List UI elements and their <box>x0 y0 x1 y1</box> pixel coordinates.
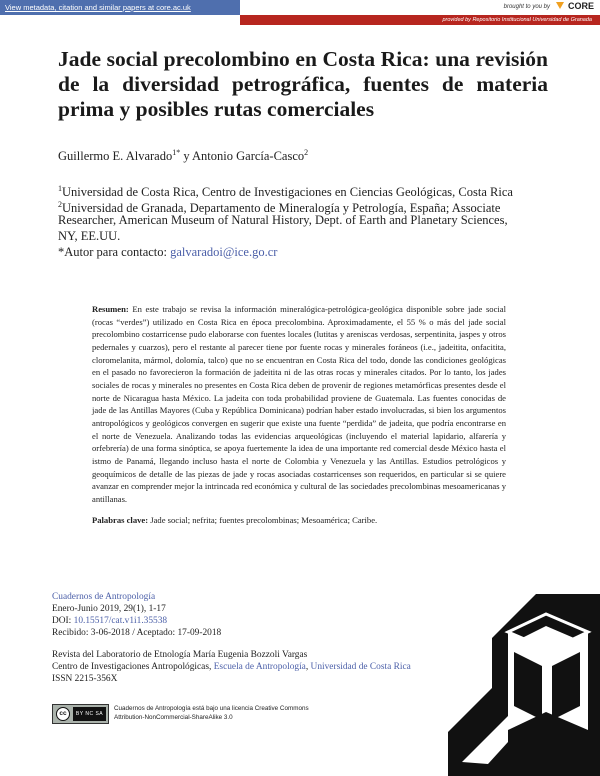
publisher-line-2 <box>52 661 411 674</box>
keywords-label: Palabras clave: <box>92 515 149 525</box>
abstract-label: Resumen: <box>92 304 129 314</box>
doi-label: DOI: <box>52 616 74 626</box>
school-link[interactable]: Escuela de Antropología <box>213 662 306 672</box>
license-line-2: Attribution-NonCommercial-ShareAlike 3.0 <box>114 714 233 721</box>
cc-icon: cc <box>56 707 70 721</box>
license-text <box>114 704 309 722</box>
article-title: Jade social precolombino en Costa Rica: una revisión de la diversidad petrográfica, fuentes de materia prima y posibles rutas comerciales <box>58 47 548 121</box>
keywords-text: Jade social; nefrita; fuentes precolombinas; Mesoamérica; Caribe. <box>148 515 378 525</box>
doi-link[interactable]: 10.15517/cat.v1i1.35538 <box>73 616 168 626</box>
affiliation-1-number: 1 <box>58 184 62 193</box>
journal-dates: Recibido: 3-06-2018 / Aceptado: 17-09-2018 <box>52 628 222 638</box>
author-2: Antonio García-Casco <box>192 149 305 164</box>
core-logo-label: CORE <box>567 1 594 11</box>
author-joiner: y <box>180 149 193 164</box>
author-line <box>58 148 308 164</box>
core-logo[interactable] <box>555 1 594 11</box>
author-1: Guillermo E. Alvarado <box>58 149 173 164</box>
affiliation-2-line-2: Researcher, American Museum of Natural History, Dept. of Earth and Planetary Sciences, <box>58 213 508 227</box>
journal-issn: ISSN 2215-356X <box>52 674 118 684</box>
author-2-marks: 2 <box>304 148 309 157</box>
affiliation-1-text: Universidad de Costa Rica, Centro de Investigaciones en Ciencias Geológicas, Costa Rica <box>62 185 513 200</box>
core-metadata-link[interactable]: View metadata, citation and similar papers at core.ac.uk <box>0 0 240 15</box>
journal-name-link[interactable]: Cuadernos de Antropología <box>52 592 156 602</box>
core-logo-icon <box>555 1 565 10</box>
contact-label: *Autor para contacto: <box>58 245 171 259</box>
affiliation-2-number: 2 <box>58 200 62 209</box>
university-link[interactable]: Universidad de Costa Rica <box>310 662 411 672</box>
cc-license-badge[interactable] <box>52 704 109 724</box>
publisher-line-1: Revista del Laboratorio de Etnología María Eugenia Bozzoli Vargas <box>52 650 308 660</box>
cc-terms: BY NC SA <box>73 707 106 721</box>
publisher-separator: , <box>305 662 311 672</box>
publisher-center: Centro de Investigaciones Antropológicas, <box>52 662 214 672</box>
journal-issue: Enero-Junio 2019, 29(1), 1-17 <box>52 604 166 614</box>
affiliation-2-line-3: NY, EE.UU. <box>58 229 121 243</box>
author-1-marks: 1* <box>172 148 181 157</box>
abstract <box>92 303 506 506</box>
journal-doi <box>52 615 167 628</box>
affiliation-2-line-1: Universidad de Granada, Departamento de Mineralogía y Petrología, España; Associate <box>62 201 501 216</box>
brought-by-text: brought to you by <box>503 4 550 10</box>
abstract-text: En este trabajo se revisa la información mineralógica-petrológica-geológica disponible sobre jade social (rocas “verdes”) utilizado en Costa Rica en época precolombina. Aproximadamente, el 55 % o más del jade social precolombino costarricense pudo elaborarse con fuentes locales (lutitas y areniscas verdosas, serpentinita, jaspes y otros pedernales y cuarzos), pero el restante al parecer tiene por fuente rocas y minerales foráneos (i.e., jadeitita, onfacitita, cloromelanita, mármol, dolomía, talco) que no se encuentran en Costa Rica del todo, donde las condiciones geológicas en el pasado no favorecieron la formación de jadeitita ni de las otras rocas y minerales citados. Por lo tanto, los jades sociales de rocas y minerales no presentes en Costa Rica deben de provenir de regiones metamórficas presentes desde el norte de Nicaragua hasta México. La jadeita con toda probabilidad proviene de Guatemala. Las fuentes conocidas de jade de las Antillas Mayores (Cuba y República Dominicana) podrían haber estado involucradas, si bien los argumentos antropológicos y geológicos convergen en sugerir que existe una fuente “perdida” de jadeita, que podría encontrarse en el norte de Venezuela. Analizando todas las evidencias arqueológicas (incluyendo el material lapidario, alfarería y orfebrería) de una forma sinóptica, se apoya fuertemente la idea de una importante red comercial desde México hasta el istmo de Panamá, llegando incluso hasta el norte de Colombia y Venezuela y las Antillas. Estudios petrológicos y geoquímicos de detalle de las piezas de jade y rocas asociadas costarricenses son requeridos, en particular si se quiere avanzar en comprender mejor la intrincada red económica y cultural de las sociedades precolombinas mesoamericanas y antillanas. <box>92 304 506 504</box>
keywords <box>92 515 506 525</box>
license-line-1: Cuadernos de Antropología está bajo una licencia Creative Commons <box>114 705 309 712</box>
journal-cube-logo <box>448 592 600 776</box>
contact-line <box>58 245 548 261</box>
provided-by-bar[interactable]: provided by Repositorio Institucional Universidad de Granada <box>240 15 600 25</box>
contact-email-link[interactable]: galvaradoi@ice.go.cr <box>170 245 278 259</box>
